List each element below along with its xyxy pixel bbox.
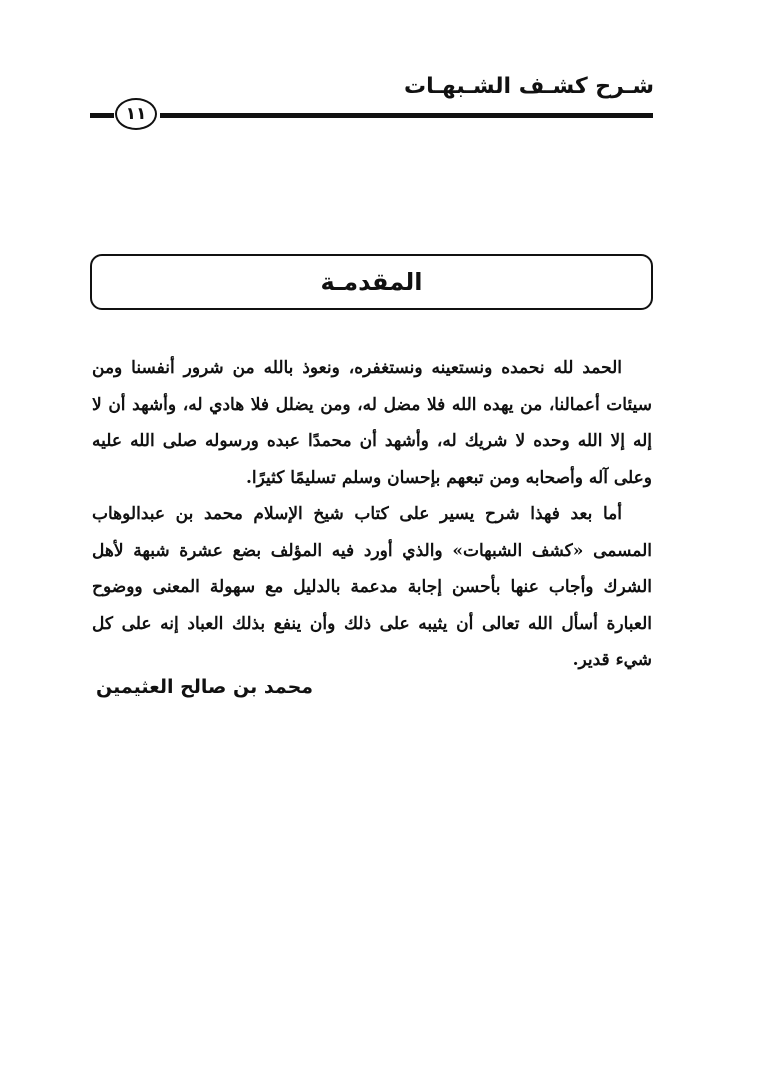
paragraph-introduction: أما بعد فهذا شرح يسير على كتاب شيخ الإسلام محمد بن عبدالوهاب المسمى «كشف الشبهات» والذي أورد فيه المؤلف بضع عشرة شبهة لأهل الشرك وأجاب عنها بأحسن إجابة مدعمة بالدليل مع سهولة المعنى ووضوح العبارة أسأل الله تعالى أن يثيبه على ذلك وأن ينفع بذلك العباد إنه على كل شيء قدير. xyxy=(92,504,652,670)
header-rule xyxy=(160,113,653,118)
running-title: شـرح كشـف الشـبهـات xyxy=(403,74,654,99)
body-text xyxy=(92,350,652,679)
page-number: ١١ xyxy=(125,104,147,124)
header-rule-short xyxy=(90,113,114,118)
section-title-box xyxy=(90,254,653,310)
author-signature: محمد بن صالح العثيمين xyxy=(96,676,314,698)
section-title: المقدمـة xyxy=(320,268,423,296)
page-number-badge xyxy=(115,98,157,130)
paragraph-opening-praise: الحمد لله نحمده ونستعينه ونستغفره، ونعوذ بالله من شرور أنفسنا ومن سيئات أعمالنا، من يهده الله فلا مضل له، ومن يضلل فلا هادي له، وأشهد أن لا إله إلا الله وحده لا شريك له، وأشهد أن محمدًا عبده ورسوله صلى الله عليه وعلى آله وأصحابه ومن تبعهم بإحسان وسلم تسليمًا كثيرًا. xyxy=(92,358,652,488)
